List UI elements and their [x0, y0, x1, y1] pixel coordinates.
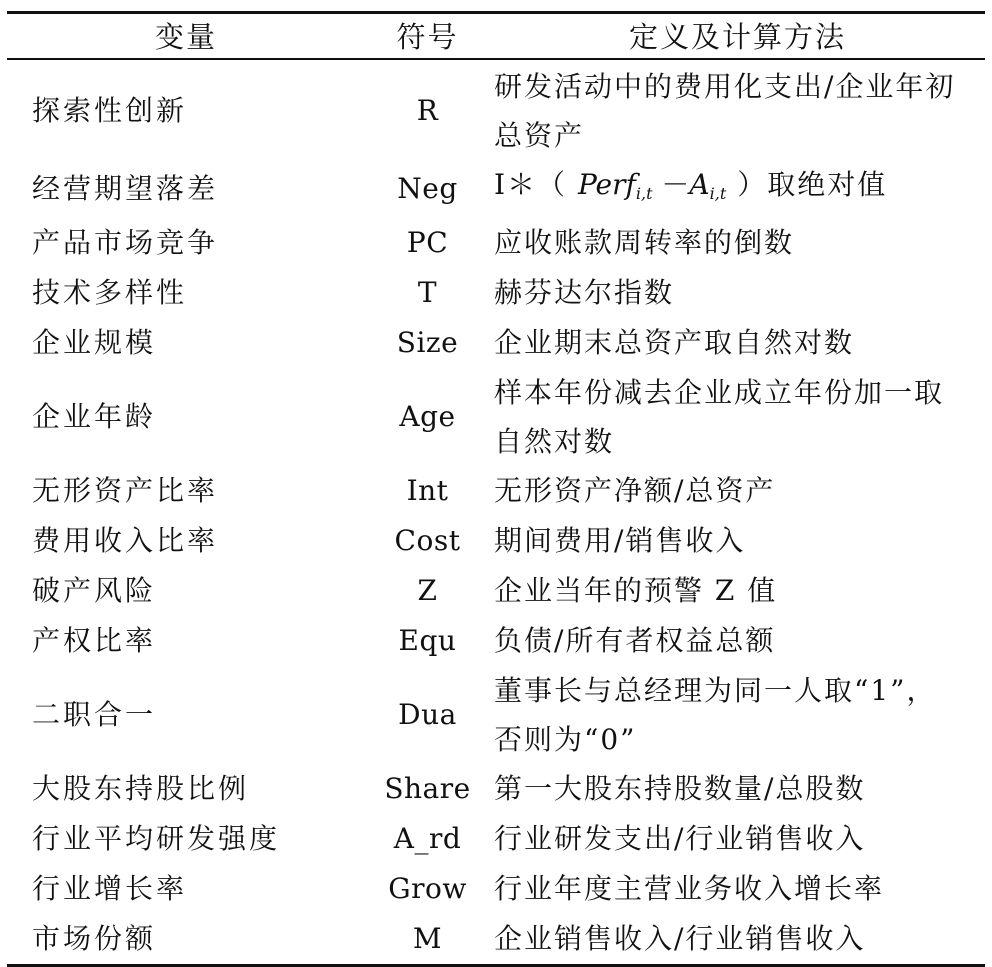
variable-definition: 赫芬达尔指数 — [494, 276, 675, 309]
table-row — [7, 368, 985, 466]
formula-minus: － — [652, 167, 690, 201]
variable-definition: 无形资产净额/总资产 — [494, 474, 776, 507]
table-row — [7, 59, 985, 160]
variable-definition: 期间费用/销售收入 — [494, 524, 746, 557]
variable-symbol: Equ — [398, 624, 457, 657]
header-row — [7, 13, 985, 59]
variable-name: 经营期望落差 — [32, 172, 219, 205]
variable-definition: 行业研发支出/行业销售收入 — [494, 822, 866, 855]
table-row — [7, 516, 985, 566]
formula-perf-subscript: i,t — [635, 183, 653, 203]
formula-a-subscript: i,t — [709, 183, 727, 203]
variable-name: 企业规模 — [32, 326, 157, 359]
variable-symbol: PC — [406, 226, 449, 259]
variable-definition: 行业年度主营业务收入增长率 — [494, 872, 885, 905]
variable-definition: 企业当年的预警 Z 值 — [494, 574, 778, 607]
table-row — [7, 764, 985, 814]
variable-symbol: Size — [396, 326, 459, 359]
variable-definition: 企业期末总资产取自然对数 — [494, 326, 855, 359]
table-row — [7, 814, 985, 864]
formula-perf: Perf — [577, 167, 636, 201]
variable-symbol: T — [417, 276, 438, 309]
variable-name: 无形资产比率 — [32, 474, 219, 507]
variable-symbol: Neg — [397, 172, 458, 205]
variable-definition: 负债/所有者权益总额 — [494, 624, 776, 657]
formula-prefix: I＊（ — [494, 167, 578, 201]
variable-name: 技术多样性 — [32, 276, 188, 309]
variable-symbol: Dua — [398, 698, 457, 731]
formula-suffix: ）取绝对值 — [726, 167, 888, 201]
variable-symbol: Grow — [388, 872, 467, 905]
variable-definition: 董事长与总经理为同一人取“1”，否则为“0” — [494, 673, 937, 756]
table-row — [7, 616, 985, 666]
variable-name: 探索性创新 — [32, 94, 188, 127]
table-row — [7, 218, 985, 268]
header-variable: 变量 — [7, 13, 365, 59]
formula — [578, 168, 726, 201]
variable-definition: 第一大股东持股数量/总股数 — [494, 772, 866, 805]
table-row — [7, 466, 985, 516]
table-header — [7, 13, 985, 59]
variable-name: 二职合一 — [32, 698, 157, 731]
table-row — [7, 318, 985, 368]
header-definition: 定义及计算方法 — [490, 13, 985, 59]
table-row — [7, 914, 985, 966]
variable-symbol: Share — [384, 772, 471, 805]
variable-definition-table — [7, 11, 985, 967]
variable-name: 费用收入比率 — [32, 524, 219, 557]
variable-name: 大股东持股比例 — [32, 772, 250, 805]
variable-definition: 研发活动中的费用化支出/企业年初总资产 — [494, 69, 956, 152]
variable-symbol: Cost — [394, 524, 461, 557]
table-row — [7, 864, 985, 914]
variable-symbol: M — [365, 914, 490, 966]
variable-name: 产权比率 — [32, 624, 157, 657]
variable-definition: 样本年份减去企业成立年份加一取自然对数 — [494, 375, 945, 458]
variable-name: 产品市场竞争 — [32, 226, 219, 259]
variable-name: 破产风险 — [32, 574, 157, 607]
variable-symbol: Z — [417, 574, 438, 607]
variable-symbol: A_rd — [393, 822, 462, 855]
table-row — [7, 566, 985, 616]
table-row — [7, 666, 985, 764]
formula-a: A — [689, 167, 710, 201]
variable-name: 行业增长率 — [32, 872, 188, 905]
variable-symbol: R — [416, 94, 439, 127]
variable-definition — [490, 160, 985, 218]
variable-definition: 企业销售收入/行业销售收入 — [490, 914, 985, 966]
header-symbol: 符号 — [365, 13, 490, 59]
table-body — [7, 59, 985, 966]
variable-name: 市场份额 — [7, 914, 365, 966]
table-row — [7, 268, 985, 318]
variable-symbol: Age — [399, 400, 456, 433]
variable-symbol: Int — [406, 474, 449, 507]
variable-name: 企业年龄 — [32, 400, 157, 433]
variable-name: 行业平均研发强度 — [32, 822, 281, 855]
variable-definition: 应收账款周转率的倒数 — [494, 226, 795, 259]
table-row — [7, 160, 985, 218]
